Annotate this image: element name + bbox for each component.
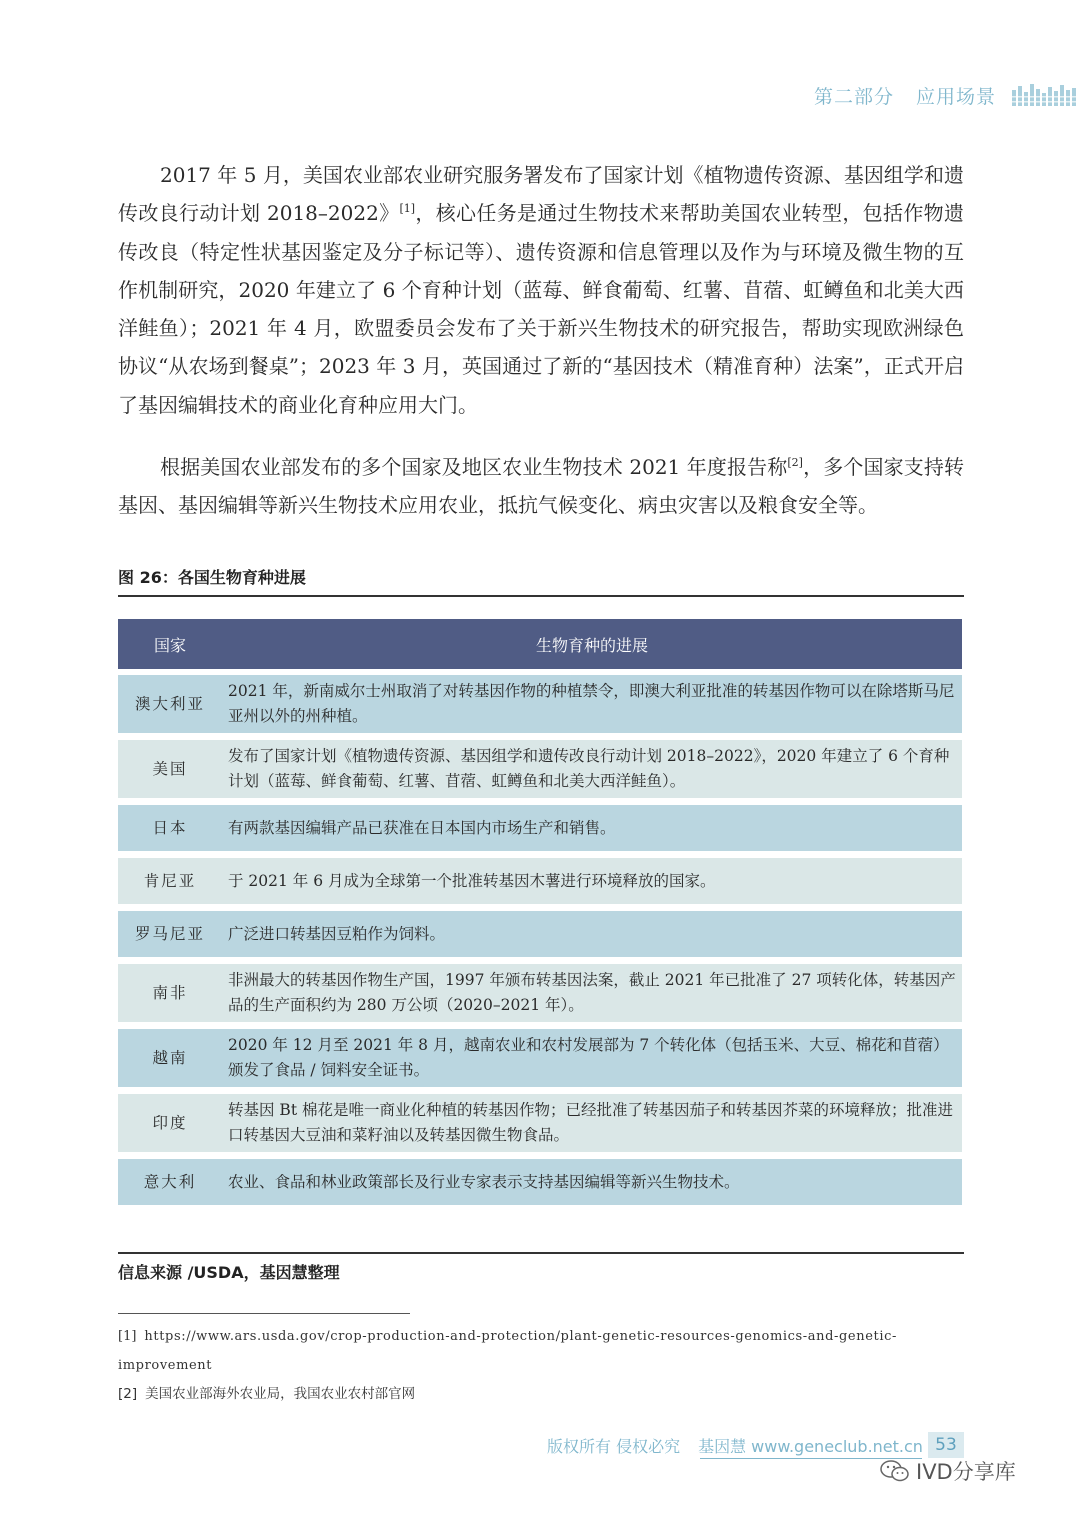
- figure-source: 信息来源 /USDA，基因慧整理: [118, 1263, 340, 1282]
- paragraph-1-text-b: ，核心任务是通过生物技术来帮助美国农业转型，包括作物遗传改良（特定性状基因鉴定及分子标记等）、遗传资源和信息管理以及作为与环境及微生物的互作机制研究，2020 年建立了 6 个育种计划（蓝莓、鲜食葡萄、红薯、苜蓿、虹鳟鱼和北美大西洋鲑鱼）；2021 年 4 月，欧盟委员会发布了关于新兴生物技术的研究报告，帮助实现欧洲绿色协议“从农场到餐桌”；2023 年 3 月，英国通过了新的“基因技术（精准育种）法案”，正式开启了基因编辑技术的商业化育种应用大门。: [118, 201, 965, 417]
- country-cell: 印度: [152, 1113, 188, 1132]
- table-row: [118, 740, 962, 798]
- figure-top-rule: [118, 595, 964, 597]
- progress-cell: 广泛进口转基因豆粕作为饲料。: [228, 924, 446, 943]
- footnote-2-text: 美国农业部海外农业局，我国农业农村部官网: [145, 1386, 416, 1402]
- footnote-2-mark: [2]: [118, 1386, 138, 1402]
- footnote-2: [118, 1380, 964, 1409]
- footnote-1-mark: [1]: [118, 1329, 137, 1344]
- watermark: [880, 1456, 1016, 1486]
- table-row: [118, 911, 962, 957]
- table-header: [118, 619, 962, 669]
- table-row: [118, 1029, 962, 1087]
- progress-cell: 于 2021 年 6 月成为全球第一个批准转基因木薯进行环境释放的国家。: [228, 871, 716, 890]
- country-cell: 越南: [152, 1048, 188, 1067]
- wechat-icon: [880, 1459, 910, 1483]
- table-row: [118, 858, 962, 904]
- country-cell: 意大利: [143, 1172, 197, 1191]
- progress-cell: 农业、食品和林业政策部长及行业专家表示支持基因编辑等新兴生物技术。: [228, 1172, 740, 1191]
- footer-copyright: 版权所有 侵权必究: [547, 1437, 681, 1456]
- progress-cell: 转基因 Bt 棉花是唯一商业化种植的转基因作物；已经批准了转基因茄子和转基因芥菜的环境释放；批准进口转基因大豆油和菜籽油以及转基因微生物食品。: [228, 1101, 953, 1144]
- footnote-1: [118, 1322, 964, 1380]
- header-section: 第二部分: [813, 86, 894, 108]
- column-header-progress: 生物育种的进展: [535, 635, 648, 655]
- footnote-divider: [118, 1313, 410, 1314]
- table-row: [118, 675, 962, 733]
- figure-title: 图 26：各国生物育种进展: [118, 568, 306, 587]
- figure-bottom-rule: [118, 1252, 964, 1254]
- header-text: [814, 82, 996, 109]
- country-cell: 南非: [152, 983, 188, 1002]
- header-bars-decoration: [1012, 84, 1080, 106]
- paragraph-1: [118, 156, 964, 424]
- table-row: [118, 805, 962, 851]
- progress-cell: 2021 年，新南威尔士州取消了对转基因作物的种植禁令，即澳大利亚批准的转基因作物可以在除塔斯马尼亚州以外的州种植。: [228, 682, 955, 725]
- column-header-country: 国家: [153, 635, 186, 655]
- progress-cell: 非洲最大的转基因作物生产国，1997 年颁布转基因法案，截止 2021 年已批准了 27 项转化体，转基因产品的生产面积约为 280 万公顷（2020–2021 年）。: [228, 971, 956, 1014]
- footer-text: [547, 1434, 923, 1457]
- footer-brand: 基因慧 www.geneclub.net.cn: [698, 1437, 923, 1456]
- paragraph-2-text-b: ，多个国家支持转基因、基因编辑等新兴生物技术应用农业，抵抗气候变化、病虫灾害以及粮食安全等。: [118, 455, 964, 518]
- table-row: [118, 1094, 962, 1152]
- country-cell: 肯尼亚: [143, 871, 197, 890]
- reference-1: [1]: [399, 202, 416, 216]
- paragraph-1-text-a: 2017 年 5 月，美国农业部农业研究服务署发布了国家计划《植物遗传资源、基因组学和遗传改良行动计划 2018–2022》: [118, 163, 964, 226]
- country-cell: 罗马尼亚: [134, 924, 205, 943]
- progress-table: [118, 619, 962, 1212]
- progress-cell: 2020 年 12 月至 2021 年 8 月，越南农业和农村发展部为 7 个转化体（包括玉米、大豆、棉花和苜蓿）颁发了食品 / 饲料安全证书。: [228, 1036, 949, 1079]
- country-cell: 日本: [152, 818, 188, 837]
- paragraph-2: [118, 448, 964, 525]
- paragraph-2-text-a: 根据美国农业部发布的多个国家及地区农业生物技术 2021 年度报告称: [160, 455, 788, 479]
- table-row: [118, 1159, 962, 1205]
- country-cell: 美国: [152, 759, 188, 778]
- footnote-1-link[interactable]: https://www.ars.usda.gov/crop-production-and-protection/plant-genetic-resources-genomics-and-genetic-improvement: [118, 1329, 897, 1373]
- header-title: 应用场景: [915, 86, 996, 108]
- country-cell: 澳大利亚: [134, 694, 205, 713]
- table-row: [118, 964, 962, 1022]
- page-number: 53: [928, 1432, 964, 1458]
- page-header: [0, 80, 1080, 120]
- progress-cell: 发布了国家计划《植物遗传资源、基因组学和遗传改良行动计划 2018–2022》，2020 年建立了 6 个育种计划（蓝莓、鲜食葡萄、红薯、苜蓿、虹鳟鱼和北美大西洋鲑鱼）。: [228, 747, 950, 790]
- progress-cell: 有两款基因编辑产品已获准在日本国内市场生产和销售。: [228, 818, 616, 837]
- watermark-text: IVD分享库: [916, 1460, 1016, 1484]
- reference-2: [2]: [787, 456, 803, 469]
